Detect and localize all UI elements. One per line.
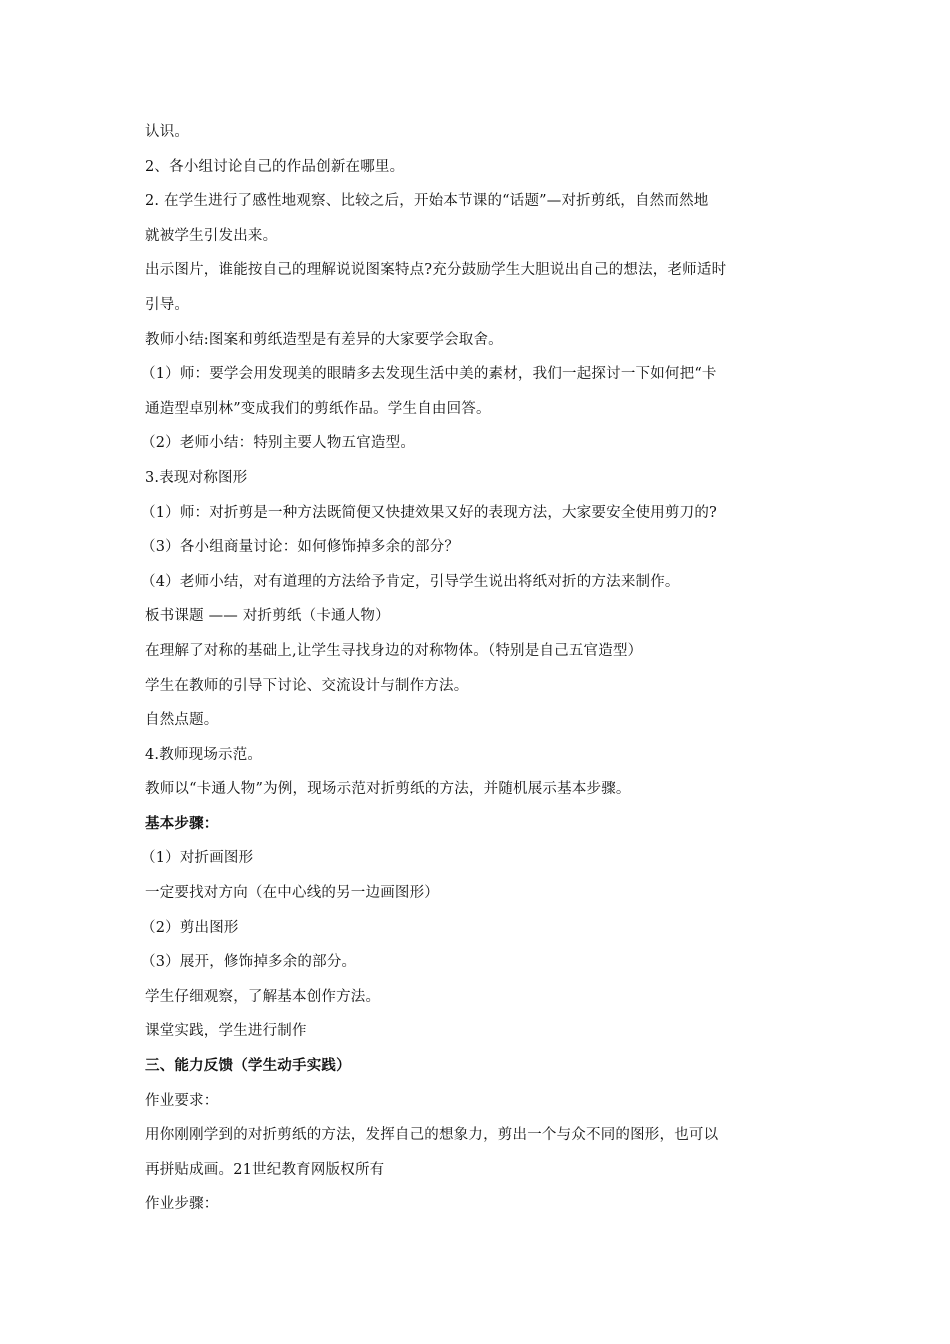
step-item: （3）展开，修饰掉多余的部分。 xyxy=(141,954,357,971)
paragraph-line: 认识。 xyxy=(145,124,190,140)
paragraph-line: 3.表现对称图形 xyxy=(145,469,248,486)
paragraph-line: 出示图片，谁能按自己的理解说说图案特点?充分鼓励学生大胆说出自己的想法，老师适时 xyxy=(145,262,727,279)
paragraph-line: 作业步骤： xyxy=(145,1196,219,1213)
paragraph-line: 一定要找对方向（在中心线的另一边画图形） xyxy=(145,885,439,902)
paragraph-line: （1）师：对折剪是一种方法既简便又快捷效果又好的表现方法，大家要安全使用剪刀的? xyxy=(141,504,717,521)
paragraph-line: 自然点题。 xyxy=(145,712,219,729)
paragraph-line: 学生仔细观察，了解基本创作方法。 xyxy=(145,988,381,1005)
paragraph-line: 作业要求： xyxy=(145,1092,219,1109)
document-body xyxy=(141,115,810,1222)
step-item: （2）剪出图形 xyxy=(141,919,239,936)
paragraph-line: 再拼贴成画。21世纪教育网版权所有 xyxy=(145,1161,385,1178)
paragraph-line: 课堂实践，学生进行制作 xyxy=(145,1023,307,1040)
paragraph-line: 就被学生引发出来。 xyxy=(145,227,278,244)
paragraph-line: 引导。 xyxy=(145,296,190,313)
blackboard-title-line: 板书课题 —— 对折剪纸（卡通人物） xyxy=(145,608,390,625)
paragraph-line: 教师以“卡通人物”为例，现场示范对折剪纸的方法，并随机展示基本步骤。 xyxy=(145,781,631,798)
paragraph-line: 用你刚刚学到的对折剪纸的方法，发挥自己的想象力，剪出一个与众不同的图形，也可以 xyxy=(145,1127,719,1144)
paragraph-line: 学生在教师的引导下讨论、交流设计与制作方法。 xyxy=(145,677,469,694)
paragraph-line: 4.教师现场示范。 xyxy=(145,746,263,763)
section-heading-ability-feedback: 三、能力反馈（学生动手实践） xyxy=(145,1057,351,1075)
paragraph-line: 2、各小组讨论自己的作品创新在哪里。 xyxy=(145,158,405,175)
paragraph-line: （4）老师小结，对有道理的方法给予肯定，引导学生说出将纸对折的方法来制作。 xyxy=(141,573,680,590)
paragraph-line: 通造型卓别林”变成我们的剪纸作品。学生自由回答。 xyxy=(145,400,491,417)
section-heading-basic-steps: 基本步骤： xyxy=(145,814,219,832)
paragraph-line: 2. 在学生进行了感性地观察、比较之后，开始本节课的“话题”—对折剪纸，自然而然地 xyxy=(145,193,709,210)
paragraph-line: （1）师：要学会用发现美的眼睛多去发现生活中美的素材，我们一起探讨一下如何把“卡 xyxy=(141,366,717,383)
paragraph-line: 教师小结:图案和剪纸造型是有差异的大家要学会取舍。 xyxy=(145,331,503,348)
paragraph-line: 在理解了对称的基础上,让学生寻找身边的对称物体。（特别是自己五官造型） xyxy=(145,642,643,659)
step-item: （1）对折画图形 xyxy=(141,850,254,867)
paragraph-line: （3）各小组商量讨论：如何修饰掉多余的部分？ xyxy=(141,539,460,556)
paragraph-line: （2）老师小结：特别主要人物五官造型。 xyxy=(141,435,416,452)
